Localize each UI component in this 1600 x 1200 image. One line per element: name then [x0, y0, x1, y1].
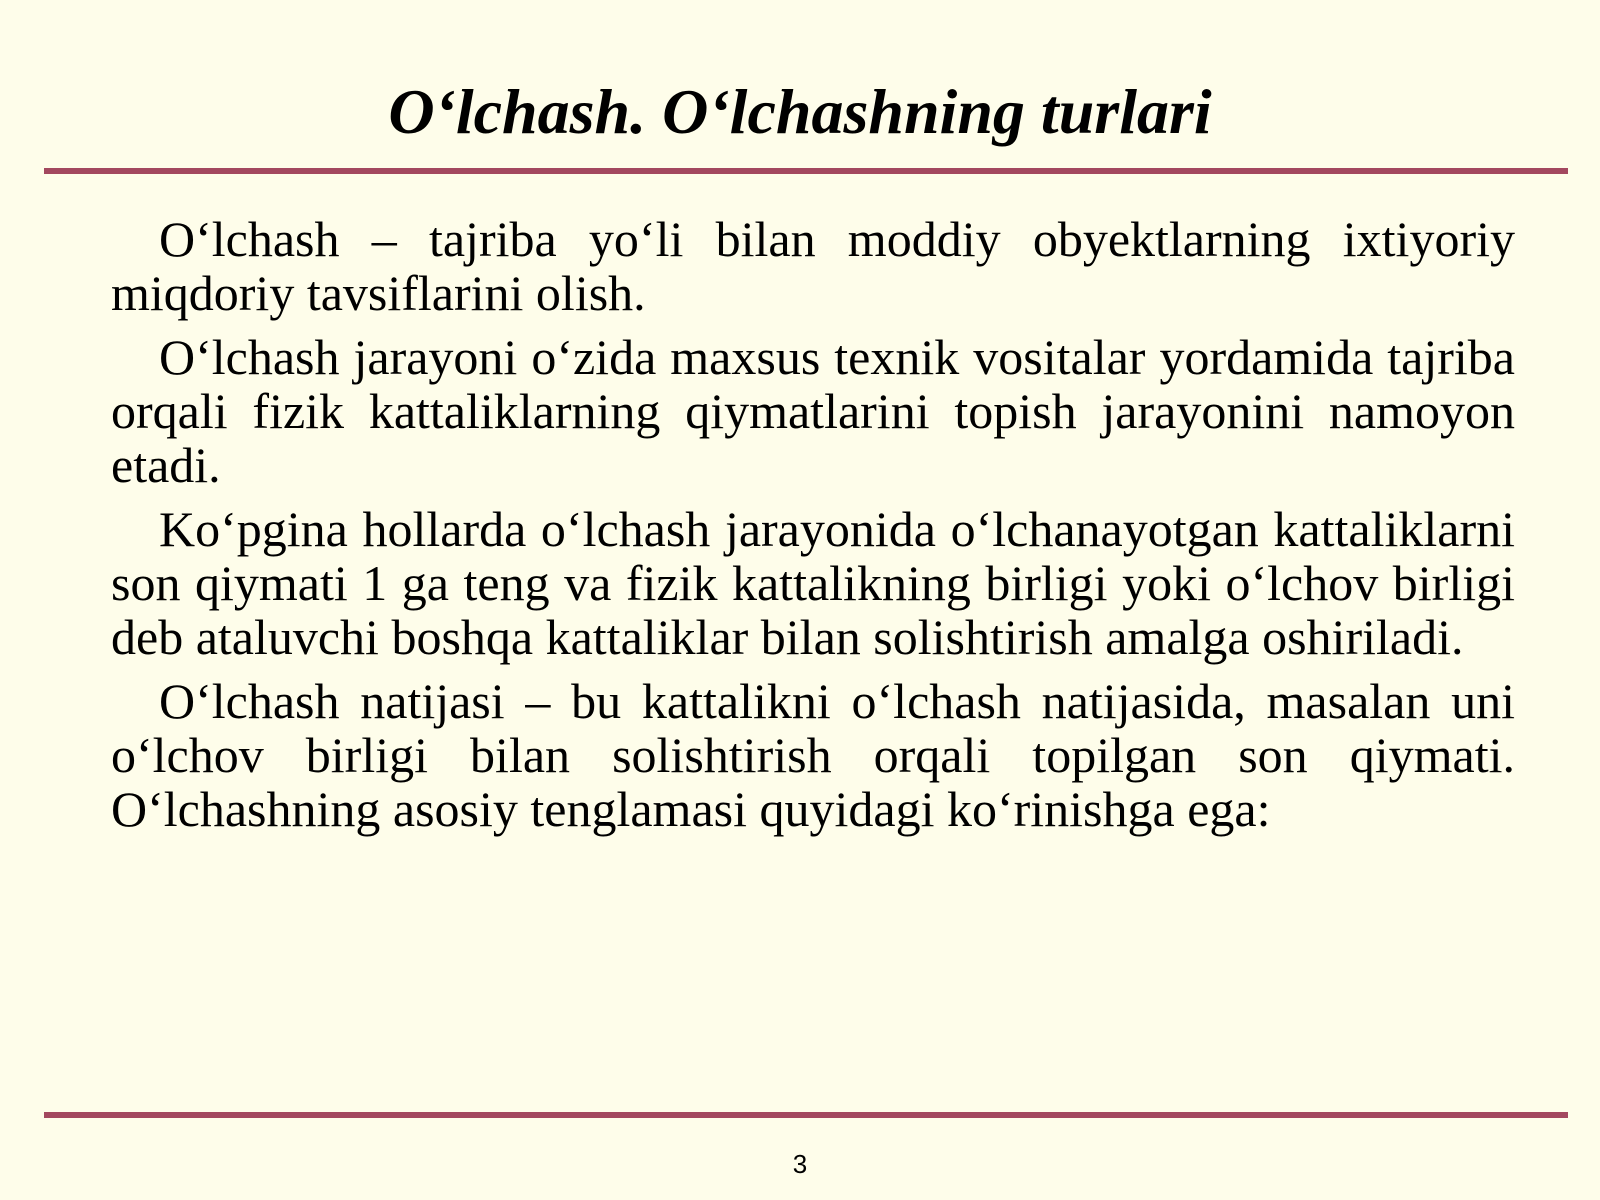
slide-title: O‘lchash. O‘lchashning turlari: [388, 76, 1212, 147]
paragraph-comparison: Ko‘pgina hollarda o‘lchash jarayonida o‘lchanayotgan kattaliklarni son qiymati 1 ga teng va fizik kattalikning birligi yoki o‘lchov birligi deb ataluvchi boshqa kattaliklar bilan solishtirish amalga oshiriladi.: [111, 501, 1515, 665]
bottom-divider: [44, 1112, 1568, 1118]
paragraph-definition: O‘lchash – tajriba yo‘li bilan moddiy obyektlarning ixtiyoriy miqdoriy tavsiflarini olish.: [111, 211, 1515, 321]
paragraph-process: O‘lchash jarayoni o‘zida maxsus texnik vositalar yordamida tajriba orqali fizik kattaliklarning qiymatlarini topish jarayonini namoyon etadi.: [111, 329, 1515, 493]
slide-body: [111, 212, 1515, 846]
top-divider: [44, 168, 1568, 174]
page-number: 3: [792, 1149, 808, 1179]
paragraph-result: O‘lchash natijasi – bu kattalikni o‘lchash natijasida, masalan uni o‘lchov birligi bilan solishtirish orqali topilgan son qiymati. O‘lchashning asosiy tenglamasi quyidagi ko‘rinishga ega:: [111, 673, 1515, 837]
